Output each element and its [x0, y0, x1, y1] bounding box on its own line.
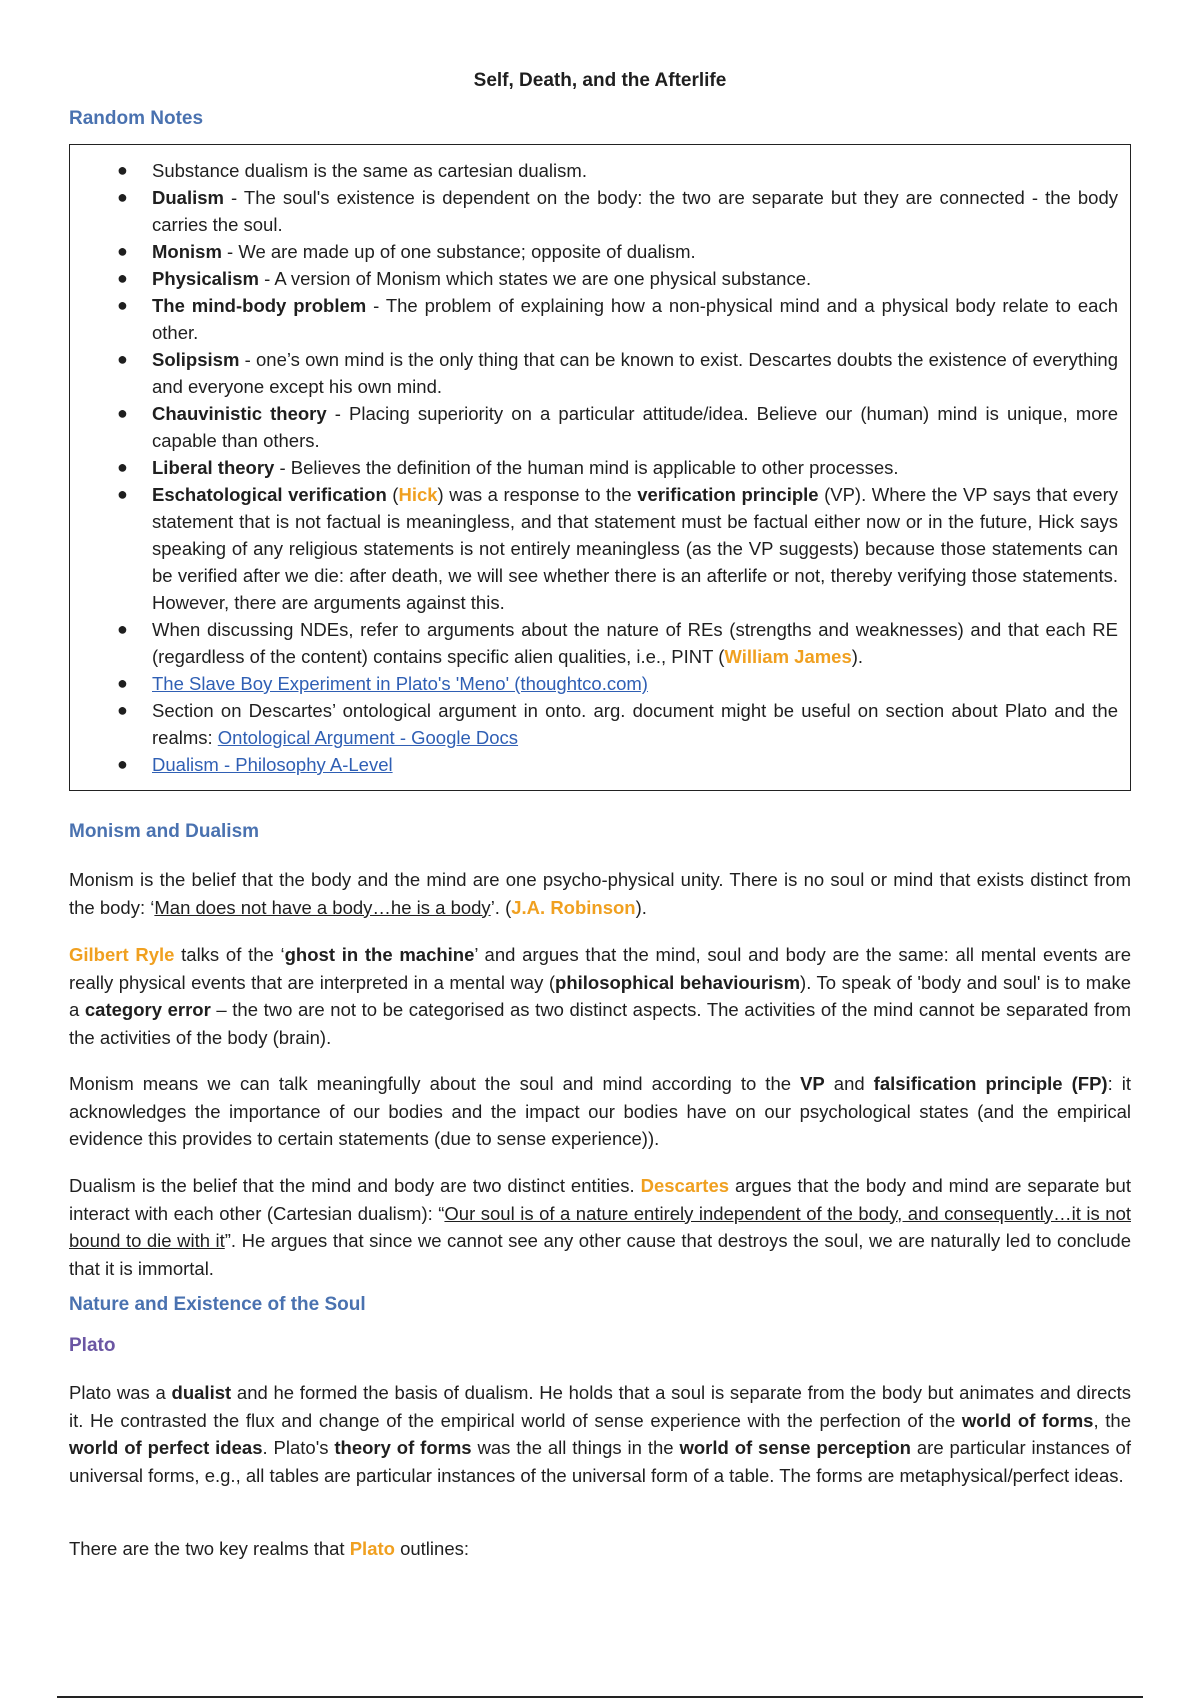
list-item: ● Liberal theory - Believes the definition of the human mind is applicable to other processes.	[152, 454, 1118, 481]
paragraph-plato: Plato was a dualist and he formed the basis of dualism. He holds that a soul is separate from the body but animates and directs it. He contrasted the flux and change of the empirical world of sense experience with the perfection of the world of forms, the world of perfect ideas. Plato's theory of forms was the all things in the world of sense perception are particular instances of universal forms, e.g., all tables are particular instances of the universal form of a table. The forms are metaphysical/perfect ideas.	[69, 1382, 1131, 1486]
bullet-icon: ●	[117, 484, 128, 504]
bullet-icon: ●	[117, 187, 128, 207]
author-name: Plato	[349, 1538, 395, 1559]
list-item: ● Section on Descartes’ ontological argument in onto. arg. document might be useful on section about Plato and the realms: Ontological Argument - Google Docs	[152, 697, 1118, 751]
heading-monism-dualism: Monism and Dualism	[69, 821, 260, 842]
quote: Man does not have a body…he is a body	[154, 896, 491, 918]
ontological-argument-link[interactable]: Ontological Argument - Google Docs	[217, 727, 519, 748]
bullet-icon: ●	[117, 619, 128, 639]
notes-list	[70, 145, 1130, 778]
list-item: ● Eschatological verification (Hick) was a response to the verification principle (VP). Where the VP says that every statement that is not factual is meaningless, and that statement must be factual either now or in the future, Hick says speaking of any religious statements is not entirely meaningless (as the VP suggests) because those statements can be verified after we die: after death, we will see whether there is an afterlife or not, thereby verifying those statements. However, there are arguments against this.	[152, 481, 1118, 616]
list-item: ● Chauvinistic theory - Placing superiority on a particular attitude/idea. Believe our (human) mind is unique, more capable than others.	[152, 400, 1118, 454]
slave-boy-link[interactable]: The Slave Boy Experiment in Plato's 'Meno' (thoughtco.com)	[152, 673, 648, 694]
bullet-icon: ●	[117, 403, 128, 423]
bullet-icon: ●	[117, 754, 128, 774]
bullet-icon: ●	[117, 268, 128, 288]
paragraph-monism: Monism is the belief that the body and the mind are one psycho-physical unity. There is no soul or mind that exists distinct from the body: ‘Man does not have a body…he is a body’. (J.A. Robinson).	[69, 869, 1131, 918]
bullet-icon: ●	[117, 295, 128, 315]
heading-plato: Plato	[69, 1335, 116, 1356]
list-item: ● When discussing NDEs, refer to arguments about the nature of REs (strengths and weaknesses) and that each RE (regardless of the content) contains specific alien qualities, i.e., PINT (William James).	[152, 616, 1118, 670]
list-item	[117, 751, 1118, 778]
bullet-icon: ●	[117, 700, 128, 720]
heading-random-notes: Random Notes	[69, 108, 204, 129]
list-item: ● Physicalism - A version of Monism which states we are one physical substance.	[152, 265, 1118, 292]
author-name: Hick	[398, 484, 438, 505]
paragraph-monism-vp: Monism means we can talk meaningfully about the soul and mind according to the VP and falsification principle (FP): it acknowledges the importance of our bodies and the impact our bodies have on our psychological states (and the empirical evidence this provides to certain statements (due to sense experience)).	[69, 1073, 1132, 1149]
author-name: J.A. Robinson	[511, 896, 636, 918]
dualism-philosophy-link[interactable]: Dualism - Philosophy A-Level	[152, 754, 393, 775]
heading-nature-soul: Nature and Existence of the Soul	[69, 1294, 366, 1315]
bullet-icon: ●	[117, 457, 128, 477]
list-item: ● Solipsism - one’s own mind is the only thing that can be known to exist. Descartes doubts the existence of everything and everyone except his own mind.	[152, 346, 1118, 400]
footer-divider	[57, 1696, 1143, 1698]
list-item	[117, 670, 1118, 697]
list-item: ● Monism - We are made up of one substance; opposite of dualism.	[152, 238, 1118, 265]
list-item: ● The mind-body problem - The problem of explaining how a non-physical mind and a physical body relate to each other.	[152, 292, 1118, 346]
author-name: William James	[724, 646, 852, 667]
paragraph-ryle: Gilbert Ryle talks of the ‘ghost in the machine’ and argues that the mind, soul and body are the same: all mental events are really physical events that are interpreted in a mental way (philosophical behaviourism). To speak of 'body and soul' is to make a category error – the two are not to be categorised as two distinct aspects. The activities of the mind cannot be separated from the activities of the body (brain).	[69, 944, 1131, 1048]
author-name: Descartes	[640, 1175, 730, 1196]
bullet-icon: ●	[117, 241, 128, 261]
bullet-icon: ●	[117, 349, 128, 369]
list-item: ● Dualism - The soul's existence is dependent on the body: the two are separate but they are connected - the body carries the soul.	[152, 184, 1118, 238]
bullet-icon: ●	[117, 160, 128, 180]
bullet-icon: ●	[117, 673, 128, 693]
document-title: Self, Death, and the Afterlife	[473, 70, 727, 91]
paragraph-dualism: Dualism is the belief that the mind and body are two distinct entities. Descartes argues that the body and mind are separate but interact with each other (Cartesian dualism): “Our soul is of a nature entirely independent of the body, and consequently…it is not bound to die with it”. He argues that since we cannot see any other cause that destroys the soul, we are naturally led to conclude that it is immortal.	[69, 1175, 1131, 1279]
author-name: Gilbert Ryle	[69, 944, 175, 965]
random-notes-box	[69, 144, 1131, 791]
list-item: ● Substance dualism is the same as cartesian dualism.	[152, 157, 1118, 184]
quote: Our soul is of a nature entirely independent of the body, and consequently…it is not bound to die with it	[69, 1202, 1131, 1251]
paragraph-realms: There are the two key realms that Plato outlines:	[69, 1538, 469, 1559]
